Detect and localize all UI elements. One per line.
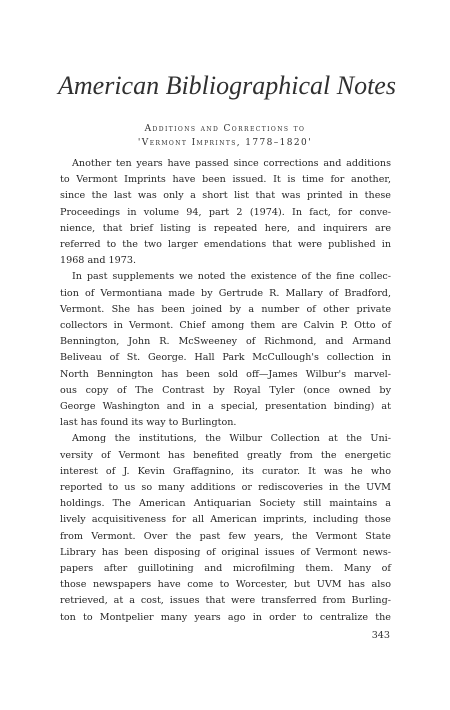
text-line: Bennington, John R. McSweeney of Richmond, and Armand (60, 336, 391, 348)
text-line: ton to Montpelier many years ago in order to centralize the (60, 611, 391, 623)
text-line: Library has been disposing of original issues of Vermont news- (60, 546, 391, 558)
text-line: Proceedings in volume 94, part 2 (1974). In fact, for conve- (60, 206, 391, 218)
paragraph-3 (60, 431, 391, 625)
paragraph-2 (60, 269, 391, 431)
text-line: collectors in Vermont. Chief among them are Calvin P. Otto of (60, 320, 391, 332)
text-line: from Vermont. Over the past few years, the Vermont State (60, 530, 391, 542)
text-line: those newspapers have come to Worcester, but UVM has also (60, 579, 391, 591)
text-line: Beliveau of St. George. Hall Park McCullough's collection in (60, 352, 391, 364)
text-line: papers after guillotining and microfilming them. Many of (60, 563, 391, 575)
text-line: Vermont. She has been joined by a number of other private (60, 303, 391, 315)
section-heading (60, 122, 390, 150)
body-text (60, 156, 391, 626)
text-line: last has found its way to Burlington. (60, 417, 237, 429)
section-heading-line-2: 'Vermont Imprints, 1778–1820' (137, 138, 313, 148)
text-line: interest of J. Kevin Graffagnino, its curator. It was he who (60, 465, 391, 477)
text-line: versity of Vermont has benefited greatly from the energetic (60, 449, 391, 461)
text-line: nience, that brief listing is repeated here, and inquirers are (60, 222, 391, 234)
text-line: retrieved, at a cost, issues that were transferred from Burling- (60, 595, 391, 607)
text-line: to Vermont Imprints have been issued. It is time for another, (60, 174, 391, 186)
text-line: holdings. The American Antiquarian Society still maintains a (60, 498, 391, 510)
text-line: tion of Vermontiana made by Gertrude R. Mallary of Bradford, (60, 287, 391, 299)
text-line: North Bennington has been sold off—James Wilbur's marvel- (60, 368, 391, 380)
text-line: Another ten years have passed since corrections and additions (72, 158, 391, 169)
text-line: ous copy of The Contrast by Royal Tyler (once owned by (60, 384, 391, 396)
page-number: 343 (371, 630, 390, 641)
text-line: reported to us so many additions or rediscoveries in the UVM (60, 482, 391, 494)
text-line: referred to the two larger emendations that were published in (60, 239, 391, 251)
text-line: George Washington and in a special, presentation binding) at (60, 401, 391, 413)
text-line: since the last was only a short list that was printed in these (60, 190, 391, 202)
text-line: 1968 and 1973. (60, 255, 137, 267)
section-heading-line-1: Additions and Corrections to (144, 124, 306, 134)
text-line: Among the institutions, the Wilbur Collection at the Uni- (72, 433, 391, 445)
page-title: American Bibliographical Notes (58, 71, 396, 100)
text-line: lively acquisitiveness for all American imprints, including those (60, 514, 391, 526)
paragraph-1 (60, 156, 391, 269)
text-line: In past supplements we noted the existence of the fine collec- (72, 271, 391, 283)
